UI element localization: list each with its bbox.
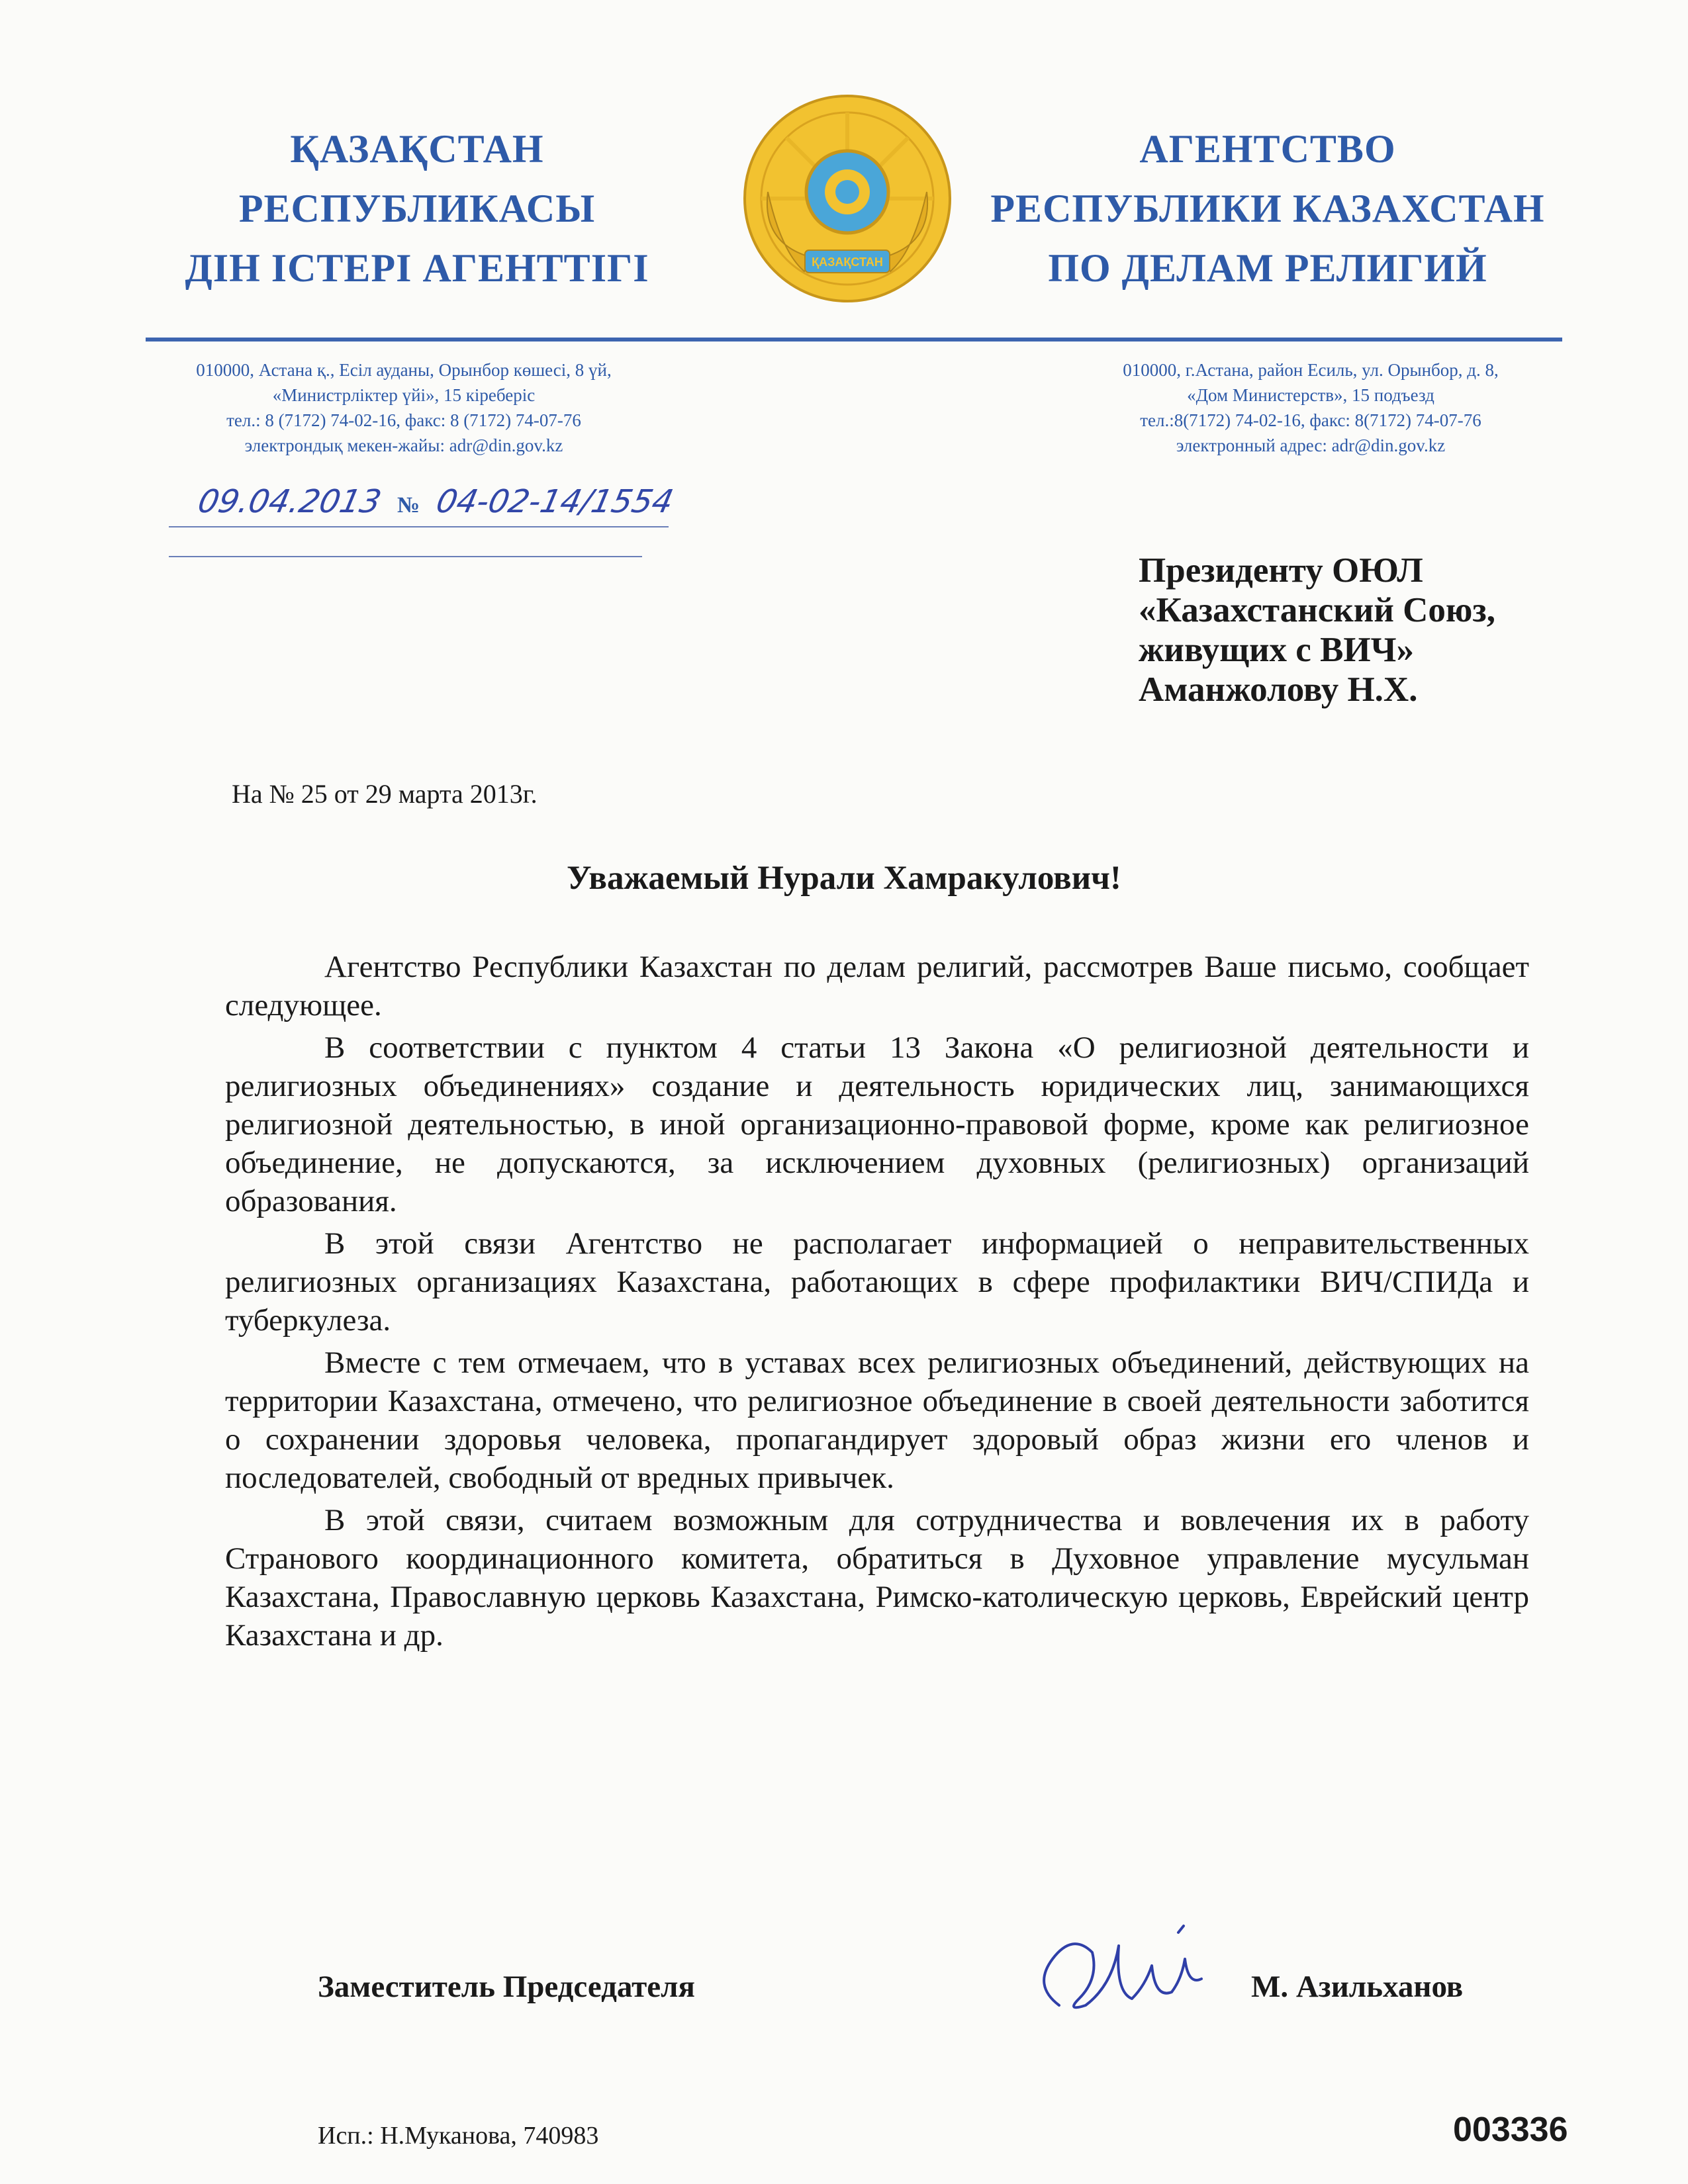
signatory-name: М. Азильханов bbox=[1251, 1970, 1464, 2004]
letterhead-ru-line: РЕСПУБЛИКИ КАЗАХСТАН bbox=[990, 187, 1545, 230]
body-paragraph: В этой связи Агентство не располагает информацией о неправительственных религиозных организациях Казахстана, работающих в сфере профилактики ВИЧ/СПИДа и туберкулеза. bbox=[225, 1226, 1529, 1338]
addressee-line: Президенту ОЮЛ bbox=[1139, 551, 1423, 590]
body-paragraph: В этой связи, считаем возможным для сотрудничества и вовлечения их в работу Странового координационного комитета, обратиться в Духовное управление мусульман Казахстана, Православную церковь Казахстана, Римско-католическую церковь, Еврейский центр Казахстана и др. bbox=[225, 1503, 1529, 1653]
letterhead-kz-line: РЕСПУБЛИКАСЫ bbox=[238, 187, 596, 230]
body-paragraph: Вместе с тем отмечаем, что в уставах всех религиозных объединений, действующих на территории Казахстана, отмечено, что религиозное объединение в своей деятельности заботится о сохранении здоровья человека, пропагандирует здоровый образ жизни его членов и последователей, свободный от вредных привычек. bbox=[225, 1345, 1529, 1495]
kazakh-address-block bbox=[132, 357, 675, 458]
letterhead-divider bbox=[146, 338, 1562, 341]
body-paragraph: В соответствии с пунктом 4 статьи 13 Закона «О религиозной деятельности и религиозных объединениях» создание и деятельность юридических лиц, занимающихся религиозной деятельностью, в иной организационно-правовой форме, кроме как религиозное объединение, не допускаются, за исключением духовных (религиозных) организаций образования. bbox=[225, 1030, 1529, 1218]
letterhead-kazakh-title bbox=[152, 119, 682, 298]
addressee-line: «Казахстанский Союз, bbox=[1139, 591, 1495, 629]
address-line: «Министрліктер үйі», 15 кіреберіс bbox=[272, 385, 536, 405]
addressee-line: Аманжолову Н.Х. bbox=[1139, 670, 1418, 709]
handwritten-signature-icon bbox=[1019, 1906, 1218, 2038]
address-line: тел.:8(7172) 74-02-16, факс: 8(7172) 74-07-76 bbox=[1140, 410, 1481, 430]
letterhead-ru-line: ПО ДЕЛАМ РЕЛИГИЙ bbox=[1048, 246, 1487, 290]
signatory-title: Заместитель Председателя bbox=[318, 1970, 695, 2004]
address-line: 010000, г.Астана, район Есиль, ул. Орынбор, д. 8, bbox=[1123, 360, 1499, 380]
addressee-block bbox=[1139, 551, 1602, 709]
letterhead-kz-line: ҚАЗАҚСТАН bbox=[290, 127, 544, 171]
reference-line: На № 25 от 29 марта 2013г. bbox=[232, 779, 538, 809]
address-line: электрондық мекен-жайы: adr@din.gov.kz bbox=[244, 435, 563, 455]
registration-number: 04-02-14/1554 bbox=[433, 483, 677, 520]
address-line: 010000, Астана қ., Есіл ауданы, Орынбор көшесі, 8 үй, bbox=[196, 360, 612, 380]
address-line: «Дом Министерств», 15 подъезд bbox=[1187, 385, 1434, 405]
registration-number-label: № bbox=[397, 493, 420, 518]
letterhead-kz-line: ДІН ІСТЕРІ АГЕНТТІГІ bbox=[185, 246, 649, 290]
body-paragraph: Агентство Республики Казахстан по делам религий, рассмотрев Ваше письмо, сообщает следующее. bbox=[225, 950, 1529, 1023]
salutation: Уважаемый Нурали Хамракулович! bbox=[567, 860, 1121, 897]
registration-date: 09.04.2013 bbox=[195, 483, 385, 520]
letter-body bbox=[225, 948, 1529, 1659]
svg-text:ҚАЗАҚСТАН: ҚАЗАҚСТАН bbox=[812, 255, 883, 269]
address-line: электронный адрес: adr@din.gov.kz bbox=[1176, 435, 1446, 455]
russian-address-block bbox=[1059, 357, 1562, 458]
addressee-line: живущих с ВИЧ» bbox=[1139, 631, 1415, 669]
registration-blank-line bbox=[169, 556, 642, 557]
address-line: тел.: 8 (7172) 74-02-16, факс: 8 (7172) 74-07-76 bbox=[226, 410, 581, 430]
document-serial-number: 003336 bbox=[1453, 2111, 1568, 2149]
letterhead-russian-title bbox=[960, 119, 1575, 298]
letterhead-ru-line: АГЕНТСТВО bbox=[1139, 127, 1396, 171]
executor-note: Исп.: Н.Муканова, 740983 bbox=[318, 2122, 599, 2150]
registration-underline bbox=[169, 526, 669, 527]
state-emblem-icon bbox=[741, 93, 953, 304]
